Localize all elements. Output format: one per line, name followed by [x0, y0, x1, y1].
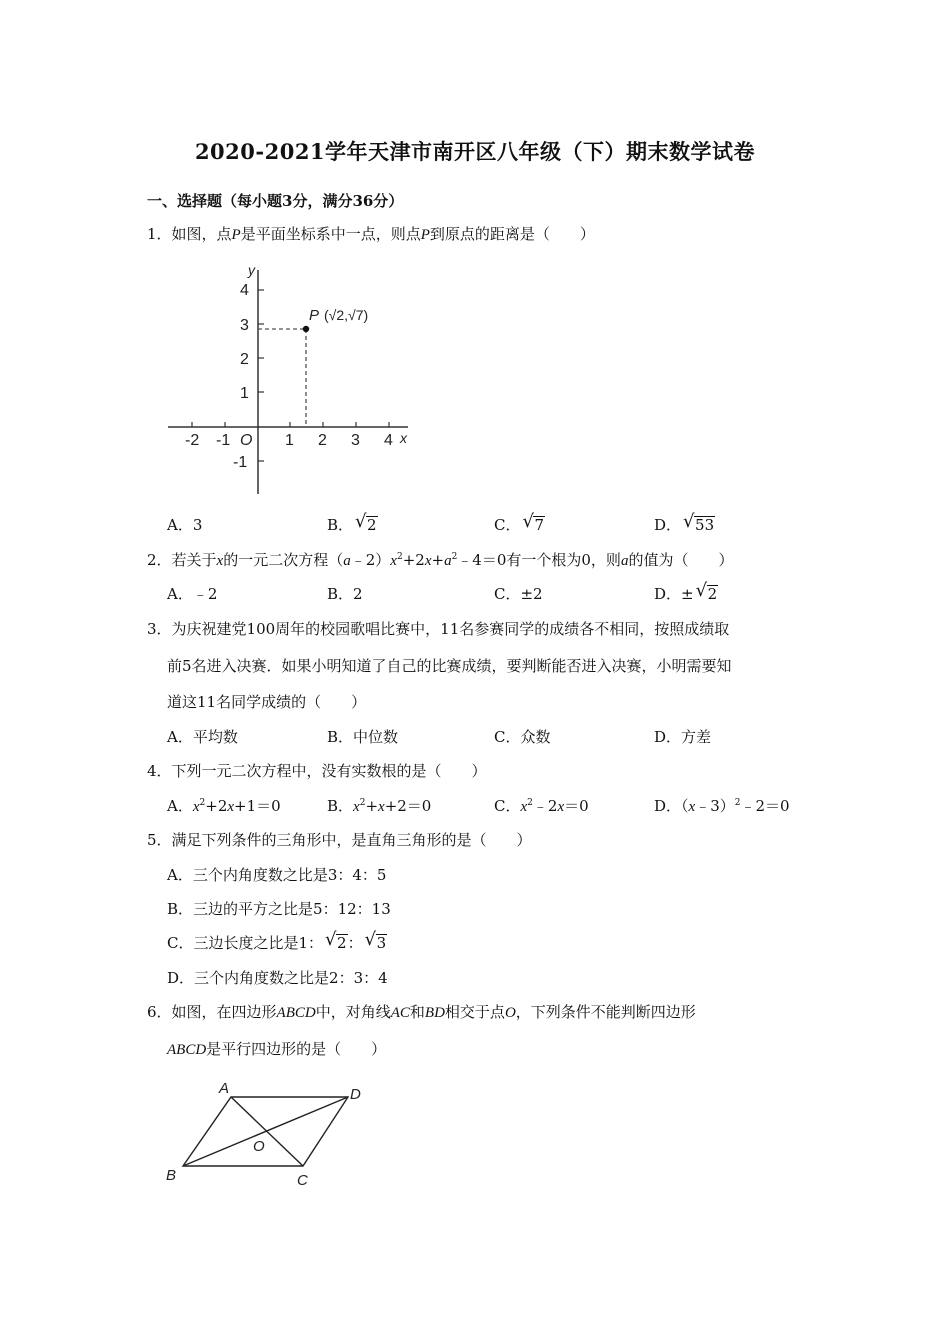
vertex-d-label: D	[350, 1086, 361, 1103]
q3-option-d[interactable]: D．方差	[654, 728, 712, 746]
point-p-coords: (√2,√7)	[324, 307, 369, 323]
question-6-line-2: ABCD是平行四边形的是（ ）	[167, 1040, 387, 1058]
vertex-c-label: C	[297, 1172, 308, 1189]
intersection-o-label: O	[253, 1138, 265, 1155]
q2-option-a[interactable]: A．﹣2	[167, 585, 218, 603]
question-3-line-1: 3．为庆祝建党100周年的校园歌唱比赛中，11名参赛同学的成绩各不相同，按照成绩取	[147, 620, 730, 638]
vertex-b-label: B	[166, 1167, 177, 1184]
question-5-stem: 5．满足下列条件的三角形中，是直角三角形的是（ ）	[147, 831, 532, 849]
q5-option-a[interactable]: A．三个内角度数之比是3：4：5	[167, 866, 387, 884]
x-axis-label: x	[400, 430, 407, 446]
origin-label: O	[240, 432, 253, 449]
q5-option-b[interactable]: B．三边的平方之比是5：12：13	[167, 900, 391, 918]
q4-option-c[interactable]: C．$x^2﹣2x=0$	[494, 797, 589, 815]
y-axis-label: y	[248, 262, 255, 278]
q3-option-c[interactable]: C．众数	[494, 728, 551, 746]
x-tick-label: 2	[318, 432, 327, 449]
q4-option-a[interactable]: A．$x^2+2x+1=0$	[167, 797, 281, 815]
coordinate-graph	[160, 262, 420, 498]
x-tick-label: 3	[351, 432, 360, 449]
question-2-stem: 2．若关于x的一元二次方程$(a﹣2)x^2+2x+a^2﹣4=0$有一个根为0，则a的值为（ ）	[147, 551, 734, 569]
question-3-line-3: 道这11名同学成绩的（ ）	[167, 693, 367, 711]
sqrt-symbol: √ 2	[325, 929, 347, 952]
q3-option-a[interactable]: A．平均数	[167, 728, 238, 746]
sqrt-symbol: √ 2	[695, 580, 718, 603]
point-p	[303, 326, 309, 332]
q2-option-b[interactable]: B．2	[327, 585, 363, 603]
sqrt-symbol: √ 3	[364, 929, 387, 952]
vertex-a-label: A	[219, 1080, 230, 1097]
question-4-stem: 4．下列一元二次方程中，没有实数根的是（ ）	[147, 762, 487, 780]
x-tick-label: 1	[285, 432, 294, 449]
question-1-stem: 1．如图，点P是平面坐标系中一点，则点P到原点的距离是（ ）	[147, 225, 595, 243]
sqrt-symbol: √ 2	[355, 511, 377, 534]
q2-option-c[interactable]: C．±2	[494, 585, 543, 603]
y-tick-label: 1	[240, 385, 249, 402]
q4-option-d[interactable]: D．（x﹣3）$^2$﹣2＝0	[654, 797, 790, 815]
question-6-line-1: 6．如图，在四边形ABCD中，对角线AC和BD相交于点O，下列条件不能判断四边形	[147, 1003, 696, 1021]
page-title: 2020-2021学年天津市南开区八年级（下）期末数学试卷	[194, 139, 756, 164]
sqrt-symbol: √ 53	[683, 511, 715, 534]
q5-option-d[interactable]: D．三个内角度数之比是2：3：4	[167, 969, 388, 987]
q1-option-d[interactable]: D． √ 53	[654, 511, 715, 534]
sqrt-symbol: √ 7	[522, 511, 545, 534]
x-tick-label: -2	[185, 432, 200, 449]
section-heading: 一、选择题（每小题3分，满分36分）	[147, 192, 404, 210]
q5-option-c[interactable]: C．三边长度之比是1： √ 2： √ 3	[167, 929, 387, 952]
q4-option-b[interactable]: B．$x^2+x+2=0$	[327, 797, 432, 815]
quadrilateral-figure	[160, 1075, 380, 1195]
q1-option-b[interactable]: B． √ 2	[327, 511, 377, 534]
y-tick-label: 3	[240, 317, 249, 334]
point-p-label: P	[309, 307, 320, 324]
y-tick-label: -1	[233, 454, 248, 471]
q3-option-b[interactable]: B．中位数	[327, 728, 399, 746]
y-tick-label: 2	[240, 351, 249, 368]
x-tick-label: -1	[216, 432, 231, 449]
x-tick-label: 4	[384, 432, 393, 449]
q2-option-d[interactable]: D．± √ 2	[654, 580, 718, 603]
q1-option-a[interactable]: A．3	[167, 516, 203, 534]
q1-option-c[interactable]: C． √ 7	[494, 511, 545, 534]
question-3-line-2: 前5名进入决赛．如果小明知道了自己的比赛成绩，要判断能否进入决赛，小明需要知	[167, 657, 732, 675]
y-tick-label: 4	[240, 282, 249, 299]
